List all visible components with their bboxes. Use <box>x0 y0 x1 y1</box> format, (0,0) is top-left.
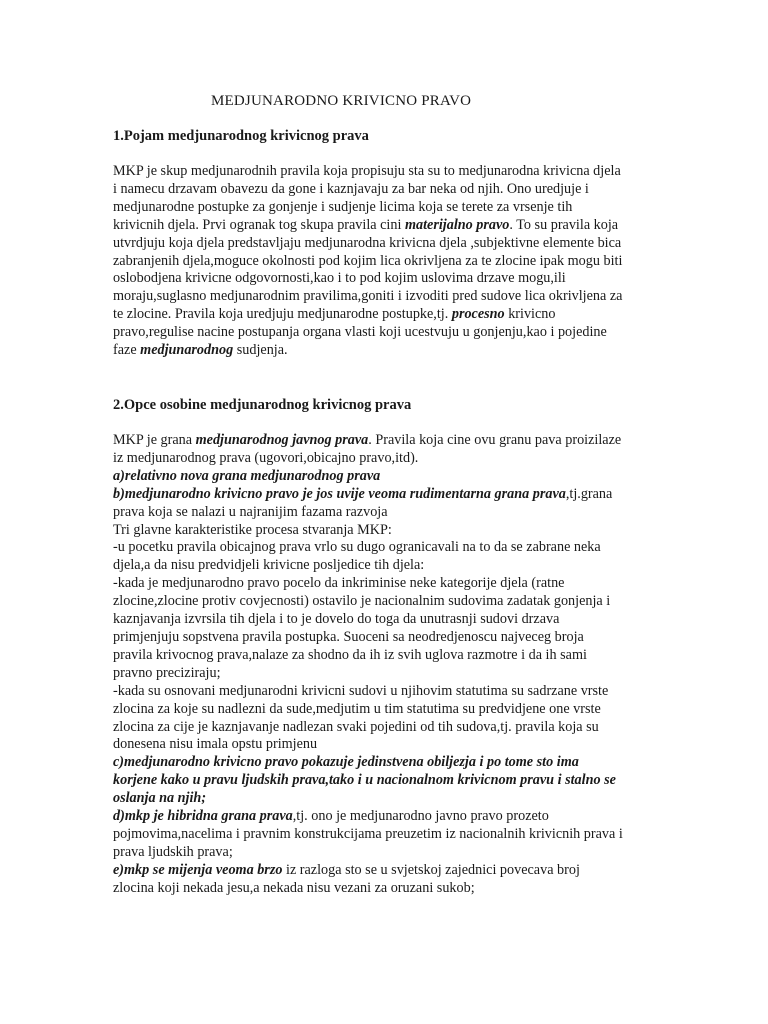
body-text: prava ljudskih prava; <box>113 843 233 860</box>
text-line <box>113 217 661 235</box>
body-text: i namecu drzavam obavezu da gone i kaznjavaju za bar neka od njih. Ono uredjuje i <box>113 180 589 197</box>
text-line <box>113 647 661 665</box>
body-text: utvrdjuju koja djela predstavljaju medjunarodna krivicna djela ,subjektivne elemente bica <box>113 234 622 251</box>
text-line <box>113 611 661 629</box>
text-line <box>113 163 661 181</box>
text-line <box>113 486 661 504</box>
body-text: krivicnih djela. Prvi ogranak tog skupa pravila cini <box>113 216 405 233</box>
body-text: iz razloga sto se u svjetskoj zajednici povecava broj <box>282 861 580 878</box>
text-line <box>113 862 661 880</box>
body-text: oslobodjena krivicne odgovornosti,kao i to pod kojim uslovima drzave mogu,ili <box>113 270 566 287</box>
body-text: zlocina za koje su nadlezni da sude,medjutim u tim statutima su predvidjene one vrste <box>113 700 601 717</box>
text-line <box>113 701 661 719</box>
text-line <box>113 808 661 826</box>
section-2-body <box>113 432 661 898</box>
text-line <box>113 736 661 754</box>
body-text: zlocina za cije je kaznjavanje nadlezan svaki pojedini od tih sudova,tj. pravila koja su <box>113 718 599 735</box>
text-line <box>113 450 661 468</box>
text-line <box>113 665 661 683</box>
body-text: kaznjavanja izvrsila tih djela i to je dovelo do toga da unutrasnji sudovi drzava <box>113 611 560 628</box>
text-line <box>113 432 661 450</box>
text-line <box>113 790 661 808</box>
text-line <box>113 772 661 790</box>
text-line <box>113 683 661 701</box>
emphasis-text: medjunarodnog <box>140 342 234 359</box>
body-text: donesena nisu imala opstu primjenu <box>113 736 318 753</box>
emphasis-text: b)medjunarodno krivicno pravo je jos uvije veoma rudimentarna grana prava <box>113 485 566 502</box>
body-text: krivicno <box>504 306 556 323</box>
section-1-heading: 1.Pojam medjunarodnog krivicnog prava <box>113 128 369 144</box>
text-line <box>113 504 661 522</box>
body-text: moraju,suglasno medjunarodnim pravilima,goniti i izvoditi pred sudove lica okrivljena za <box>113 288 623 305</box>
emphasis-text: a)relativno nova grana medjunarodnog prava <box>113 467 381 484</box>
emphasis-text: c)medjunarodno krivicno pravo pokazuje jedinstvena obiljezja i po tome sto ima <box>113 754 579 771</box>
body-text: zabranjenih djela,moguce okolnosti pod kojim lica okrivljena za te zlocine ipak mogu biti <box>113 252 623 269</box>
body-text: zlocina koji nekada jesu,a nekada nisu vezani za oruzani sukob; <box>113 879 475 896</box>
body-text: pravno preciziraju; <box>113 664 221 681</box>
body-text: -kada je medjunarodno pravo pocelo da inkriminise neke kategorije djela (ratne <box>113 575 565 592</box>
text-line <box>113 629 661 647</box>
body-text: ,tj.grana <box>565 485 613 502</box>
emphasis-text: oslanja na njih; <box>113 790 207 807</box>
text-line <box>113 844 661 862</box>
body-text: -kada su osnovani medjunarodni krivicni sudovi u njihovim statutima su sadrzane vrste <box>113 682 609 699</box>
body-text: MKP je grana <box>113 432 196 448</box>
text-line <box>113 288 661 306</box>
section-1-body <box>113 163 661 360</box>
text-line <box>113 324 661 342</box>
text-line <box>113 539 661 557</box>
text-line <box>113 199 661 217</box>
body-text: prava koja se nalazi u najranijim fazama razvoja <box>113 503 388 520</box>
document-title: MEDJUNARODNO KRIVICNO PRAVO <box>211 93 472 109</box>
emphasis-text: materijalno pravo <box>404 216 510 233</box>
body-text: sudjenja. <box>233 342 288 359</box>
body-text: zlocine,zlocine protiv covjecnosti) ostavilo je nacionalnim sudovima zadatak gonjenja i <box>113 593 611 610</box>
text-line <box>113 719 661 737</box>
emphasis-text: medjunarodnog javnog prava <box>195 432 369 448</box>
text-line <box>113 575 661 593</box>
text-line <box>113 306 661 324</box>
body-text: MKP je skup medjunarodnih pravila koja propisuju sta su to medjunarodna krivicna djela <box>113 163 621 179</box>
emphasis-text: e)mkp se mijenja veoma brzo <box>113 861 283 878</box>
text-line <box>113 235 661 253</box>
body-text: faze <box>113 342 141 359</box>
body-text: primjenjuju sopstvena pravila postupka. Suoceni sa neodredjenoscu najveceg broja <box>113 628 584 645</box>
body-text: medjunarodne postupke za gonjenje i sudjenje licima koja se terete za vrsenje tih <box>113 198 573 215</box>
body-text: . Pravila koja cine ovu granu pava proizilaze <box>368 432 622 448</box>
text-line <box>113 270 661 288</box>
text-line <box>113 468 661 486</box>
emphasis-text: procesno <box>451 306 505 323</box>
text-line <box>113 253 661 271</box>
emphasis-text: d)mkp je hibridna grana prava <box>113 808 293 825</box>
body-text: -u pocetku pravila obicajnog prava vrlo su dugo ogranicavali na to da se zabrane neka <box>113 539 601 556</box>
section-2-heading: 2.Opce osobine medjunarodnog krivicnog prava <box>113 397 412 413</box>
body-text: te zlocine. Pravila koja uredjuju medjunarodne postupke,tj. <box>113 306 452 323</box>
body-text: pravo,regulise nacine postupanja organa vlasti koji ucestvuju u gonjenju,kao i pojedine <box>113 324 607 341</box>
body-text: . To su pravila koja <box>509 216 619 233</box>
text-line <box>113 557 661 575</box>
body-text: ,tj. ono je medjunarodno javno pravo prozeto <box>292 808 549 825</box>
body-text: pravila krivocnog prava,nalaze za shodno da ih iz svih uglova razmotre i da ih sami <box>113 646 587 663</box>
body-text: iz medjunarodnog prava (ugovori,obicajno pravo,itd). <box>113 449 419 466</box>
text-line <box>113 522 661 540</box>
text-line <box>113 342 661 360</box>
text-line <box>113 826 661 844</box>
body-text: djela,a da nisu predvidjeli krivicne posljedice tih djela: <box>113 557 425 574</box>
body-text: pojmovima,nacelima i pravnim konstrukcijama preuzetim iz nacionalnih krivicnih prava i <box>113 825 623 842</box>
text-line <box>113 181 661 199</box>
text-line <box>113 593 661 611</box>
text-line <box>113 880 661 898</box>
emphasis-text: korjene kako u pravu ljudskih prava,tako i u nacionalnom krivicnom pravu i stalno se <box>113 772 616 789</box>
body-text: Tri glavne karakteristike procesa stvaranja MKP: <box>113 521 392 538</box>
text-line <box>113 754 661 772</box>
